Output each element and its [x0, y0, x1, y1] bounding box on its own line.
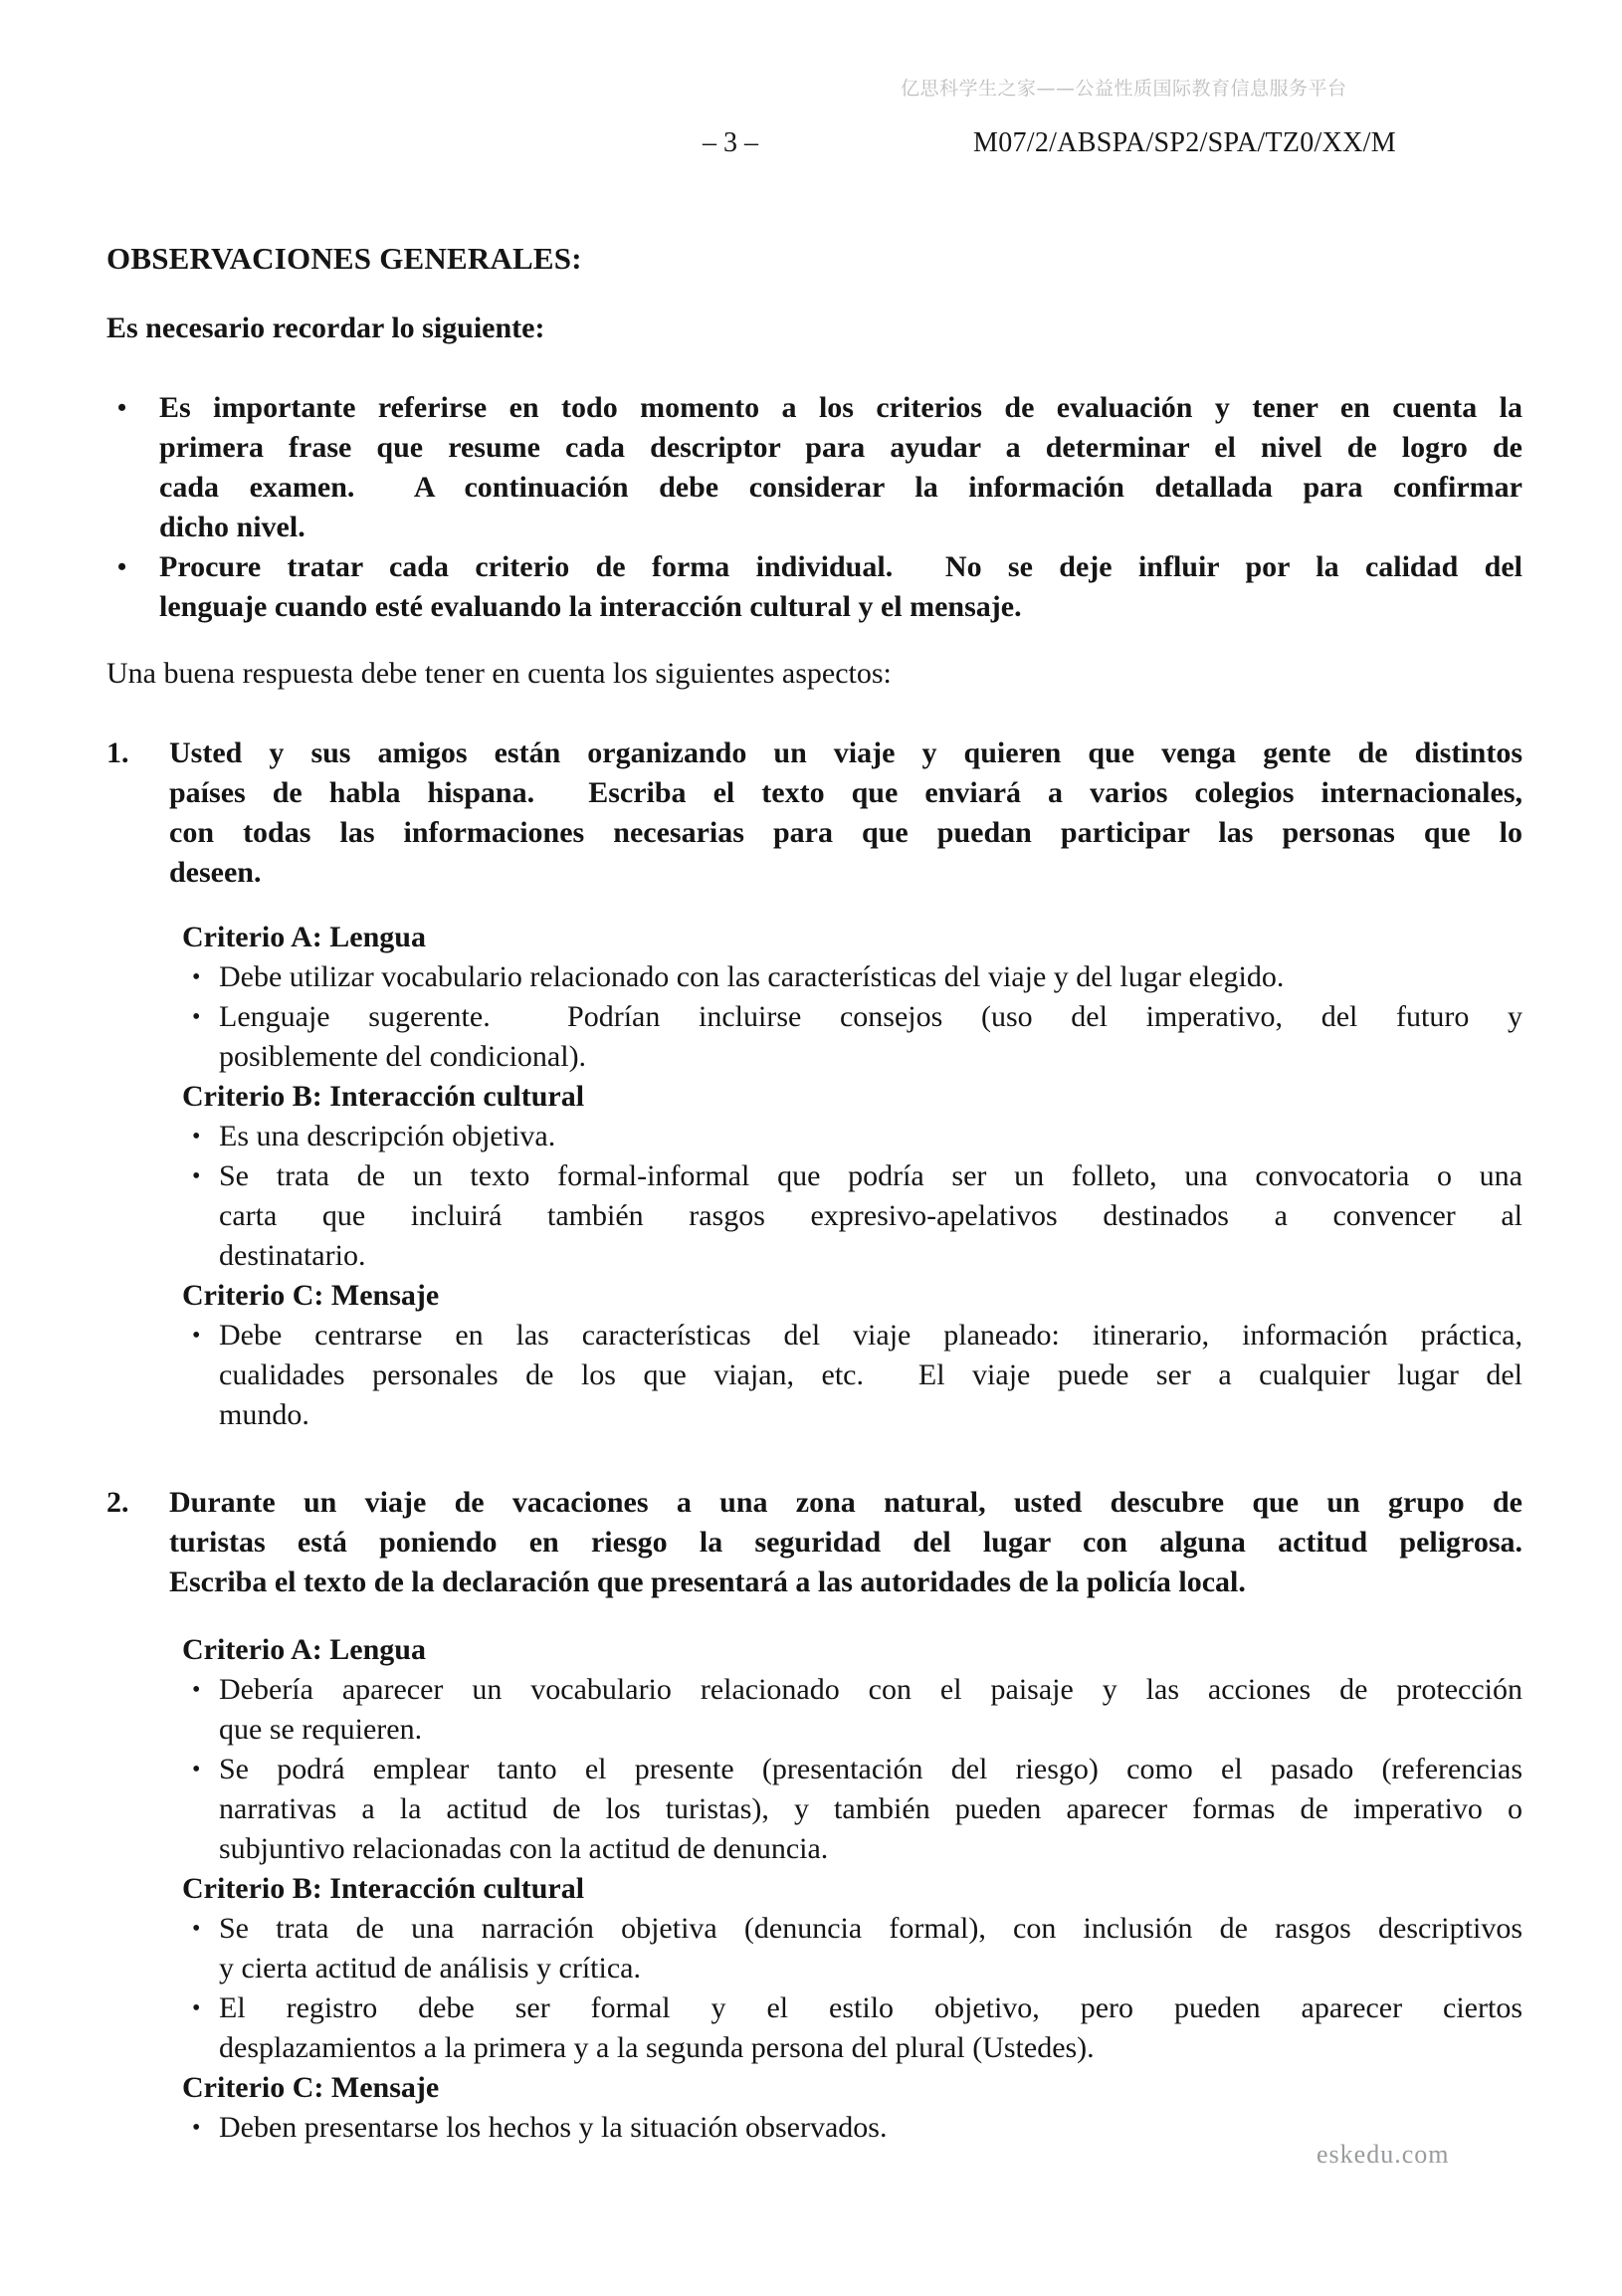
text-line: turistas está poniendo en riesgo la seguridad del lugar con alguna actitud peligrosa.	[169, 1526, 1522, 1559]
watermark-text: 亿思科学生之家——公益性质国际教育信息服务平台	[901, 78, 1347, 100]
criterion-point-text	[219, 957, 1522, 997]
bullet-icon: •	[192, 1124, 201, 1149]
text-line: Escriba el texto de la declaración que presentará a las autoridades de la policía local.	[169, 1565, 1246, 1598]
text-line: Se trata de un texto formal-informal que podría ser un folleto, una convocatoria o una	[219, 1159, 1522, 1192]
text-line: Deben presentarse los hechos y la situación observados.	[219, 2111, 888, 2144]
text-line: Se podrá emplear tanto el presente (presentación del riesgo) como el pasado (referencias	[219, 1753, 1522, 1785]
page-header	[0, 127, 1622, 167]
bullet-icon: •	[192, 1004, 201, 1030]
text-line: Es una descripción objetiva.	[219, 1120, 556, 1152]
bullet-icon: •	[192, 964, 201, 990]
text-line: cualidades personales de los que viajan, etc. El viaje puede ser a cualquier lugar del	[219, 1358, 1522, 1391]
document-body	[106, 239, 1522, 2148]
criterion-point-text	[219, 1988, 1522, 2068]
text-line: que se requieren.	[219, 1713, 423, 1746]
criterion-point	[182, 1156, 1522, 1276]
criterion-point-text	[219, 997, 1522, 1077]
criterion-point-text	[219, 1909, 1522, 1988]
general-note-1	[106, 388, 1522, 547]
criterion-point-text	[219, 1316, 1522, 1435]
bullet-icon: •	[192, 1916, 201, 1942]
criterion-point-text	[219, 1750, 1522, 1869]
question-2-criteria	[182, 1630, 1522, 2148]
general-notes-list	[106, 388, 1522, 627]
criterion-point	[182, 1988, 1522, 2068]
question-2-text	[169, 1483, 1522, 1602]
criterion-point	[182, 1117, 1522, 1156]
page-number: – 3 –	[703, 127, 758, 158]
criterion-point-text	[219, 1117, 1522, 1156]
bullet-icon: •	[192, 1995, 201, 2021]
section-title: OBSERVACIONES GENERALES:	[106, 241, 582, 276]
text-line: posiblemente del condicional).	[219, 1040, 587, 1073]
bullet-icon: •	[192, 2115, 201, 2141]
criterion-point	[182, 1909, 1522, 1988]
question-1-number: 1.	[106, 736, 129, 769]
bullet-icon: •	[192, 1757, 201, 1782]
bullet-icon: •	[192, 1323, 201, 1349]
general-note-text	[159, 547, 1522, 627]
criterion-point	[182, 997, 1522, 1077]
question-2-number: 2.	[106, 1486, 129, 1519]
text-line: con todas las informaciones necesarias para que puedan participar las personas que lo	[169, 816, 1522, 849]
text-line: deseen.	[169, 856, 262, 889]
text-line: Durante un viaje de vacaciones a una zona natural, usted descubre que un grupo de	[169, 1486, 1522, 1519]
text-line: mundo.	[219, 1398, 309, 1431]
footer-watermark: eskedu.com	[1317, 2140, 1450, 2169]
bullet-icon: •	[192, 1677, 201, 1703]
criterion-c-heading: Criterio C: Mensaje	[182, 2071, 440, 2104]
text-line: cada examen. A continuación debe considerar la información detallada para confirmar	[159, 471, 1522, 504]
criterion-point	[182, 1670, 1522, 1750]
criterion-point	[182, 957, 1522, 997]
text-line: Procure tratar cada criterio de forma individual. No se deje influir por la calidad del	[159, 550, 1522, 583]
text-line: y cierta actitud de análisis y crítica.	[219, 1952, 641, 1984]
text-line: Debería aparecer un vocabulario relacionado con el paisaje y las acciones de protección	[219, 1673, 1522, 1706]
text-line: dicho nivel.	[159, 511, 305, 543]
criterion-a-heading: Criterio A: Lengua	[182, 921, 426, 953]
text-line: carta que incluirá también rasgos expresivo-apelativos destinados a convencer al	[219, 1199, 1522, 1232]
text-line: El registro debe ser formal y el estilo objetivo, pero pueden aparecer ciertos	[219, 1991, 1522, 2024]
criterion-c-heading: Criterio C: Mensaje	[182, 1279, 440, 1312]
criterion-point-text	[219, 1670, 1522, 1750]
criterion-point	[182, 1316, 1522, 1435]
bullet-icon: •	[192, 1163, 201, 1189]
question-2	[106, 1483, 1522, 1602]
text-line: Debe centrarse en las características del viaje planeado: itinerario, información práctica,	[219, 1319, 1522, 1352]
text-line: Usted y sus amigos están organizando un viaje y quieren que venga gente de distintos	[169, 736, 1522, 769]
text-line: subjuntivo relacionadas con la actitud de denuncia.	[219, 1832, 829, 1865]
text-line: narrativas a la actitud de los turistas), y también pueden aparecer formas de imperativo o	[219, 1792, 1522, 1825]
bullet-icon: •	[117, 552, 127, 581]
intro-text: Una buena respuesta debe tener en cuenta los siguientes aspectos:	[106, 657, 892, 690]
text-line: Es importante referirse en todo momento a los criterios de evaluación y tener en cuenta la	[159, 391, 1522, 424]
text-line: Se trata de una narración objetiva (denuncia formal), con inclusión de rasgos descriptivos	[219, 1912, 1522, 1945]
question-1-text	[169, 733, 1522, 893]
criterion-a-heading: Criterio A: Lengua	[182, 1633, 426, 1666]
criterion-b-heading: Criterio B: Interacción cultural	[182, 1080, 585, 1113]
criterion-point	[182, 1750, 1522, 1869]
text-line: países de habla hispana. Escriba el texto que enviará a varios colegios internacionales,	[169, 776, 1522, 809]
text-line: primera frase que resume cada descriptor para ayudar a determinar el nivel de logro de	[159, 431, 1522, 464]
bullet-icon: •	[117, 393, 127, 422]
question-1-criteria	[182, 918, 1522, 1435]
general-note-text	[159, 388, 1522, 547]
criterion-point-text	[219, 1156, 1522, 1276]
criterion-b-heading: Criterio B: Interacción cultural	[182, 1872, 585, 1905]
question-1	[106, 733, 1522, 893]
text-line: desplazamientos a la primera y a la segunda persona del plural (Ustedes).	[219, 2031, 1095, 2064]
general-note-2	[106, 547, 1522, 627]
text-line: Debe utilizar vocabulario relacionado con las características del viaje y del lugar elegido.	[219, 960, 1285, 993]
text-line: Lenguaje sugerente. Podrían incluirse consejos (uso del imperativo, del futuro y	[219, 1000, 1522, 1033]
section-subtitle: Es necesario recordar lo siguiente:	[106, 312, 545, 344]
document-code: M07/2/ABSPA/SP2/SPA/TZ0/XX/M	[973, 127, 1396, 158]
text-line: destinatario.	[219, 1239, 366, 1272]
text-line: lenguaje cuando esté evaluando la interacción cultural y el mensaje.	[159, 590, 1022, 623]
